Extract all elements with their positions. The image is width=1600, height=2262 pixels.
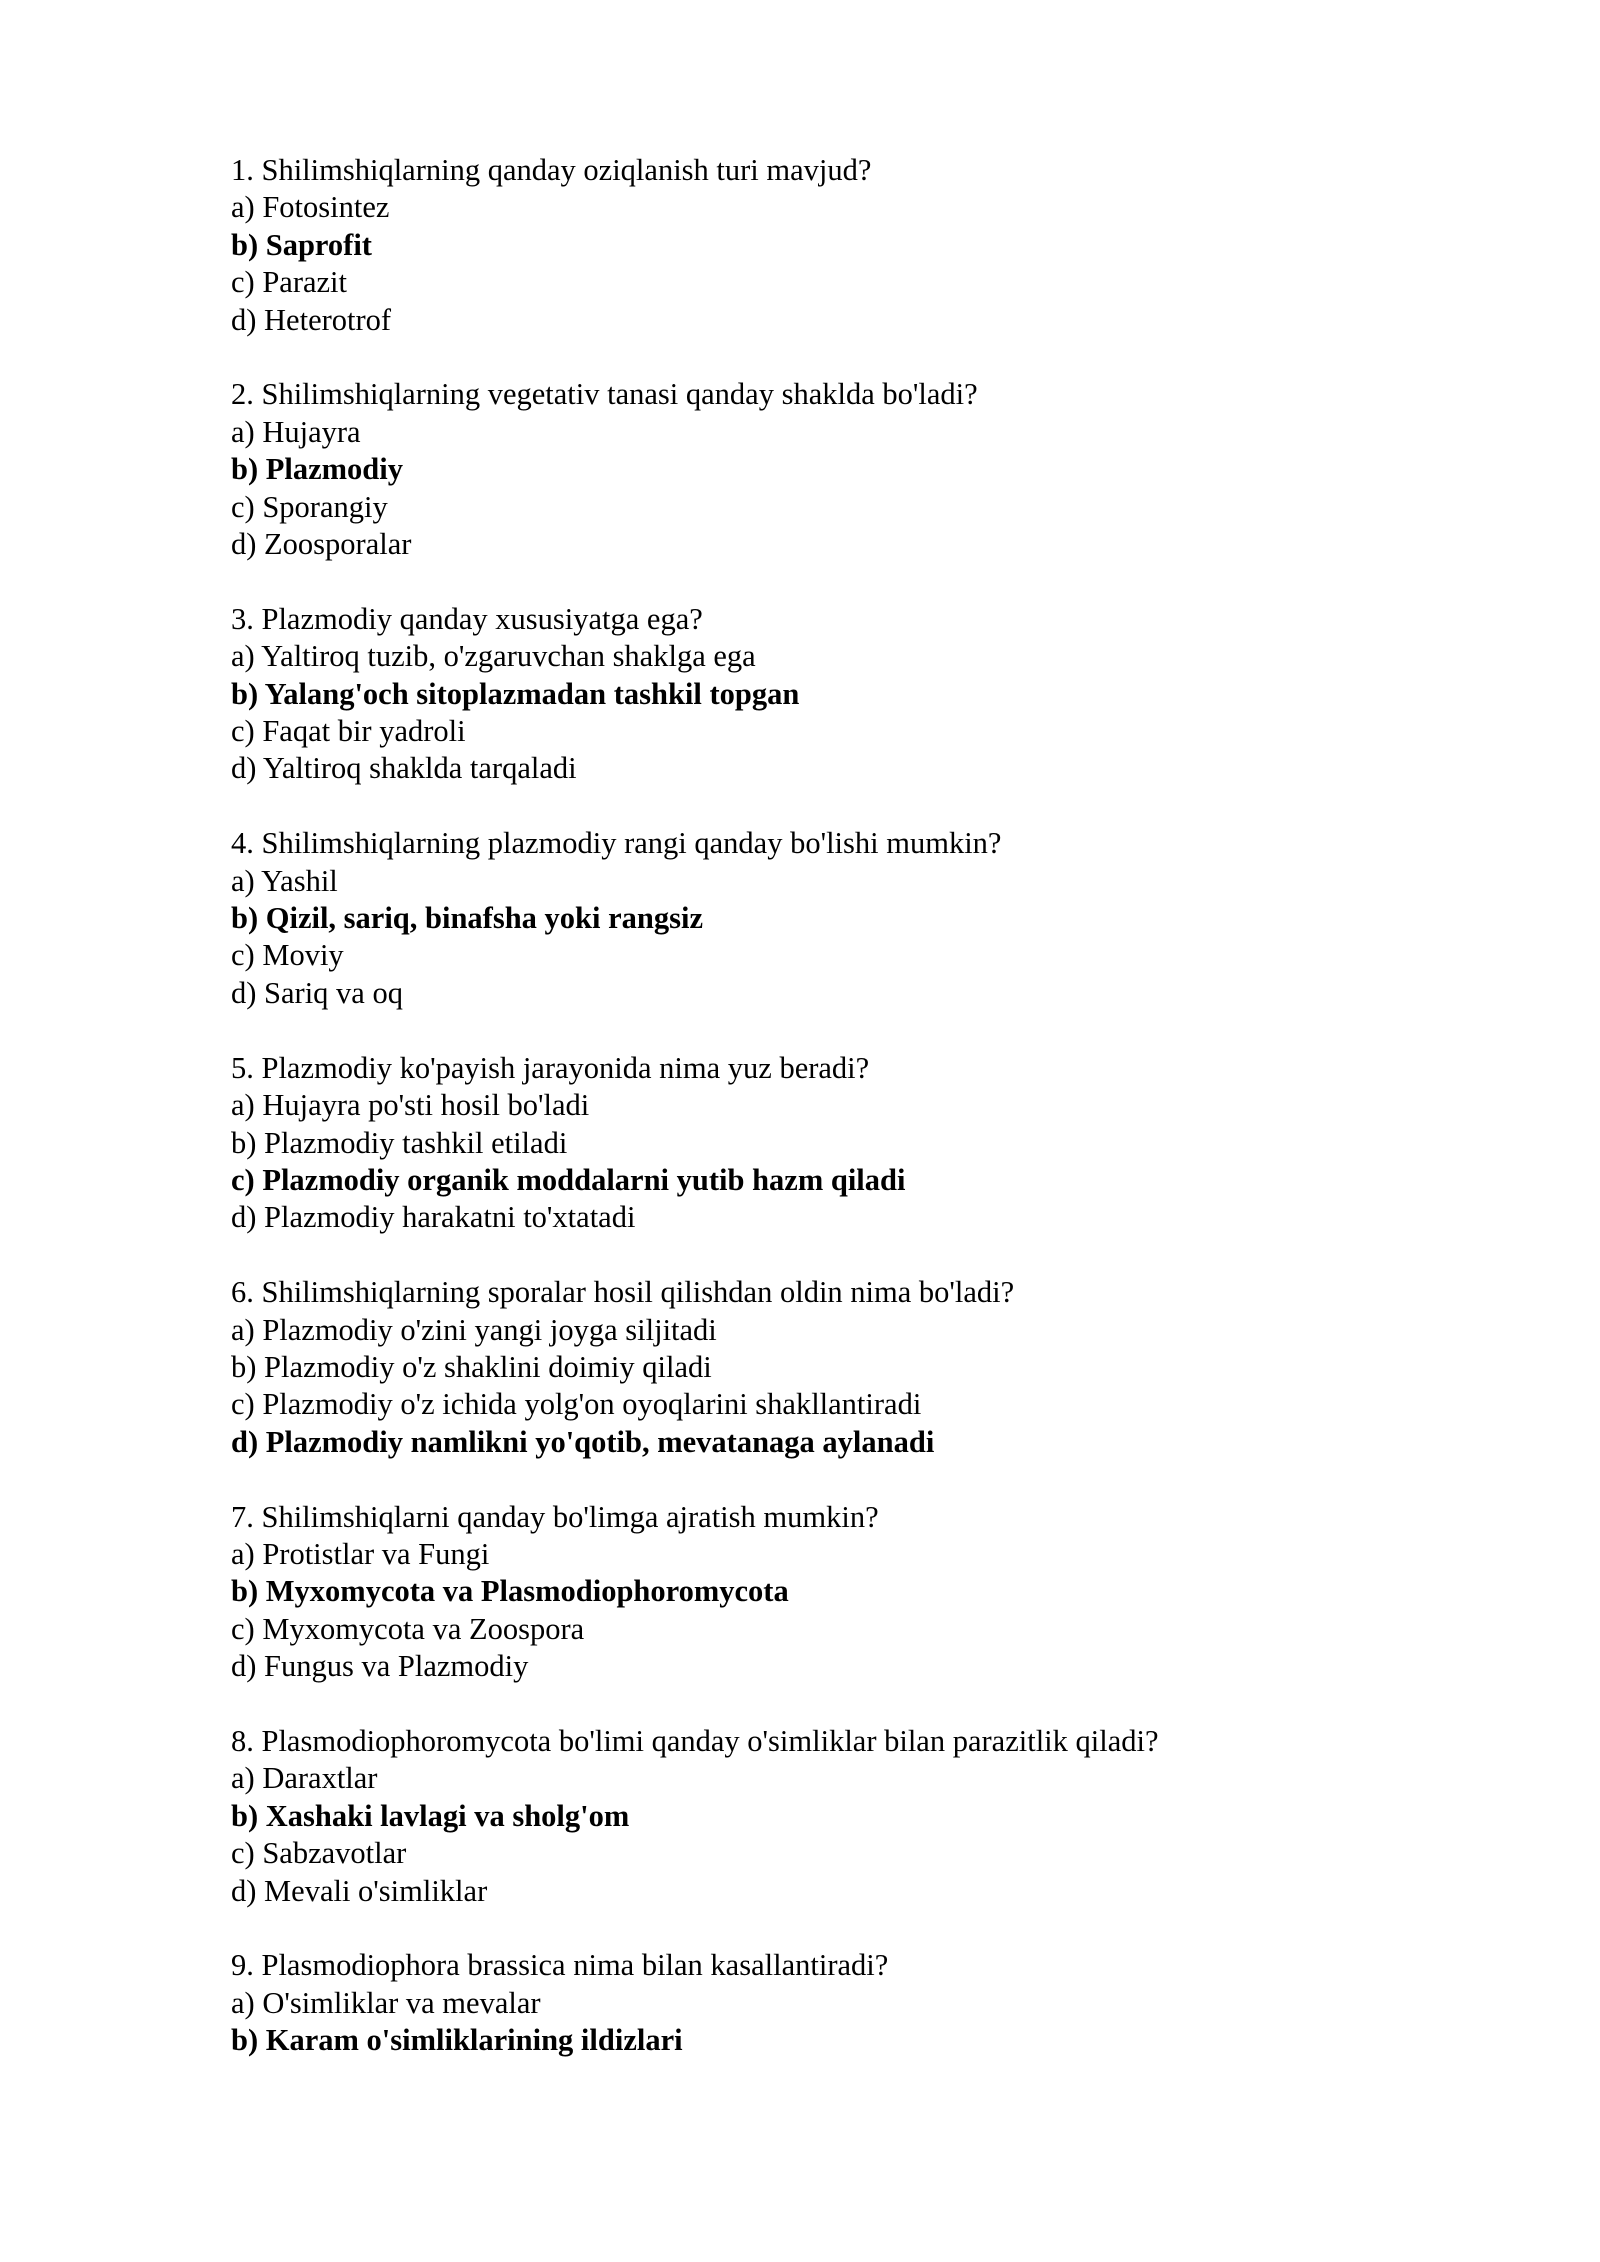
answer-option-correct: d) Plazmodiy namlikni yo'qotib, mevatanaga aylanadi xyxy=(231,1424,935,1459)
question-text: 7. Shilimshiqlarni qanday bo'limga ajratish mumkin? xyxy=(231,1499,879,1534)
answer-option: a) Plazmodiy o'zini yangi joyga siljitadi xyxy=(231,1312,717,1347)
answer-option-correct: b) Myxomycota va Plasmodiophoromycota xyxy=(231,1574,789,1609)
answer-option-correct: b) Qizil, sariq, binafsha yoki rangsiz xyxy=(231,901,703,936)
answer-option: b) Plazmodiy tashkil etiladi xyxy=(231,1125,568,1160)
answer-option-correct: b) Yalang'och sitoplazmadan tashkil topgan xyxy=(231,676,800,711)
question-text: 4. Shilimshiqlarning plazmodiy rangi qanday bo'lishi mumkin? xyxy=(231,826,1002,861)
answer-option: c) Moviy xyxy=(231,938,344,973)
answer-option: d) Zoosporalar xyxy=(231,527,412,562)
answer-option: d) Yaltiroq shaklda tarqaladi xyxy=(231,751,577,786)
question-block-3 xyxy=(231,601,1431,788)
question-text: 1. Shilimshiqlarning qanday oziqlanish turi mavjud? xyxy=(231,153,872,187)
answer-option: a) Hujayra po'sti hosil bo'ladi xyxy=(231,1088,590,1123)
question-text: 3. Plazmodiy qanday xususiyatga ega? xyxy=(231,601,703,636)
answer-option: a) Daraxtlar xyxy=(231,1761,378,1796)
answer-option: c) Plazmodiy o'z ichida yolg'on oyoqlarini shakllantiradi xyxy=(231,1387,922,1422)
answer-option-correct: b) Karam o'simliklarining ildizlari xyxy=(231,2023,683,2058)
question-block-6 xyxy=(231,1274,1431,1461)
question-block-5 xyxy=(231,1050,1431,1237)
question-block-2 xyxy=(231,376,1431,563)
answer-option: a) Protistlar va Fungi xyxy=(231,1536,490,1571)
answer-option: b) Plazmodiy o'z shaklini doimiy qiladi xyxy=(231,1349,712,1384)
answer-option: d) Heterotrof xyxy=(231,302,392,337)
answer-option: d) Plazmodiy harakatni to'xtatadi xyxy=(231,1200,636,1235)
question-text: 6. Shilimshiqlarning sporalar hosil qilishdan oldin nima bo'ladi? xyxy=(231,1275,1015,1310)
quiz-content xyxy=(231,152,1431,2097)
question-block-8 xyxy=(231,1723,1431,1910)
answer-option: a) Fotosintez xyxy=(231,190,390,225)
question-block-4 xyxy=(231,825,1431,1012)
answer-option-correct: b) Plazmodiy xyxy=(231,452,403,487)
answer-option: c) Myxomycota va Zoospora xyxy=(231,1611,585,1646)
answer-option: a) Yashil xyxy=(231,863,338,898)
answer-option: d) Mevali o'simliklar xyxy=(231,1873,488,1908)
question-text: 9. Plasmodiophora brassica nima bilan kasallantiradi? xyxy=(231,1948,889,1983)
answer-option: d) Fungus va Plazmodiy xyxy=(231,1649,529,1684)
question-text: 2. Shilimshiqlarning vegetativ tanasi qanday shaklda bo'ladi? xyxy=(231,377,978,412)
question-block-1 xyxy=(231,152,1431,339)
question-block-7 xyxy=(231,1499,1431,1686)
answer-option: c) Parazit xyxy=(231,265,347,300)
question-text: 8. Plasmodiophoromycota bo'limi qanday o'simliklar bilan parazitlik qiladi? xyxy=(231,1723,1159,1758)
question-block-9 xyxy=(231,1947,1431,2059)
answer-option-correct: c) Plazmodiy organik moddalarni yutib hazm qiladi xyxy=(231,1162,906,1197)
question-text: 5. Plazmodiy ko'payish jarayonida nima yuz beradi? xyxy=(231,1050,870,1085)
answer-option: a) Hujayra xyxy=(231,414,361,449)
answer-option: c) Faqat bir yadroli xyxy=(231,714,466,749)
answer-option: c) Sporangiy xyxy=(231,489,388,524)
answer-option: a) Yaltiroq tuzib, o'zgaruvchan shaklga ega xyxy=(231,639,756,674)
answer-option: a) O'simliklar va mevalar xyxy=(231,1985,541,2020)
answer-option-correct: b) Saprofit xyxy=(231,227,372,262)
answer-option-correct: b) Xashaki lavlagi va sholg'om xyxy=(231,1798,630,1833)
answer-option: d) Sariq va oq xyxy=(231,975,403,1010)
answer-option: c) Sabzavotlar xyxy=(231,1836,407,1871)
